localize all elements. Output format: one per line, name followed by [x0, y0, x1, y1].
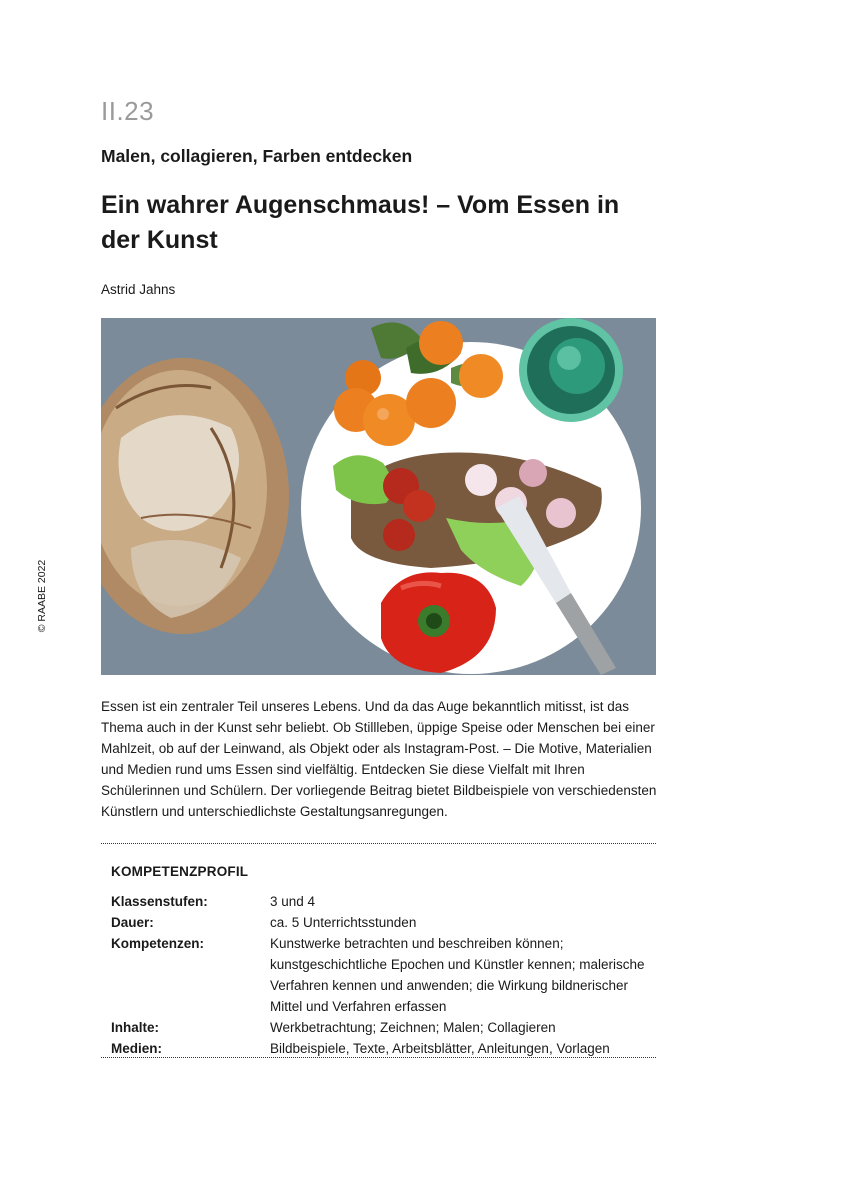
profile-label: Medien: — [111, 1041, 163, 1056]
collage-illustration — [101, 318, 656, 675]
author-name: Astrid Jahns — [101, 282, 176, 297]
profile-label: Kompetenzen: — [111, 936, 205, 951]
collage-image — [101, 318, 656, 675]
profile-row-kompetenzen — [111, 933, 656, 1017]
divider-bottom — [101, 1057, 656, 1058]
copyright-note: © RAABE 2022 — [36, 559, 48, 633]
profile-row-inhalte — [111, 1017, 656, 1038]
profile-value: Kunstwerke betrachten und beschreiben können; kunstgeschichtliche Epochen und Künstler kennen; malerische Verfahren kennen und anwenden; die Wirkung bildnerischer Mittel und Verfahren erfassen — [270, 936, 645, 1014]
profile-row-klassenstufen — [111, 891, 656, 912]
profile-label: Inhalte: — [111, 1020, 160, 1035]
profile-label: Dauer: — [111, 915, 154, 930]
profile-label: Klassenstufen: — [111, 894, 208, 909]
chapter-number: II.23 — [101, 96, 155, 126]
profile-value: 3 und 4 — [270, 894, 316, 909]
profile-value: Werkbetrachtung; Zeichnen; Malen; Collagieren — [270, 1020, 556, 1035]
profile-heading: KOMPETENZPROFIL — [111, 864, 249, 879]
profile-value: Bildbeispiele, Texte, Arbeitsblätter, Anleitungen, Vorlagen — [270, 1041, 610, 1056]
green-glass — [519, 318, 623, 422]
profile-value: ca. 5 Unterrichtsstunden — [270, 915, 417, 930]
profile-table — [111, 891, 656, 1059]
intro-text — [101, 696, 661, 822]
series-subtitle: Malen, collagieren, Farben entdecken — [101, 146, 413, 166]
profile-row-medien — [111, 1038, 656, 1059]
profile-row-dauer — [111, 912, 656, 933]
page-title: Ein wahrer Augenschmaus! – Vom Essen in der Kunst — [101, 191, 620, 254]
intro-paragraph: Essen ist ein zentraler Teil unseres Lebens. Und da das Auge bekanntlich mitisst, ist das Thema auch in der Kunst sehr beliebt. Ob Stillleben, üppige Speise oder Menschen bei einer Mahlzeit, ob auf der Leinwand, als Objekt oder als Instagram-Post. – Die Motive, Materialien und Medien rund ums Essen sind vielfältig. Entdecken Sie diese Vielfalt mit Ihren Schülerinnen und Schülern. Der vorliegende Beitrag bietet Bildbeispiele von verschiedensten Künstlern und unterschiedlichste Gestaltungsanregungen. — [101, 699, 657, 819]
divider-top — [101, 843, 656, 844]
